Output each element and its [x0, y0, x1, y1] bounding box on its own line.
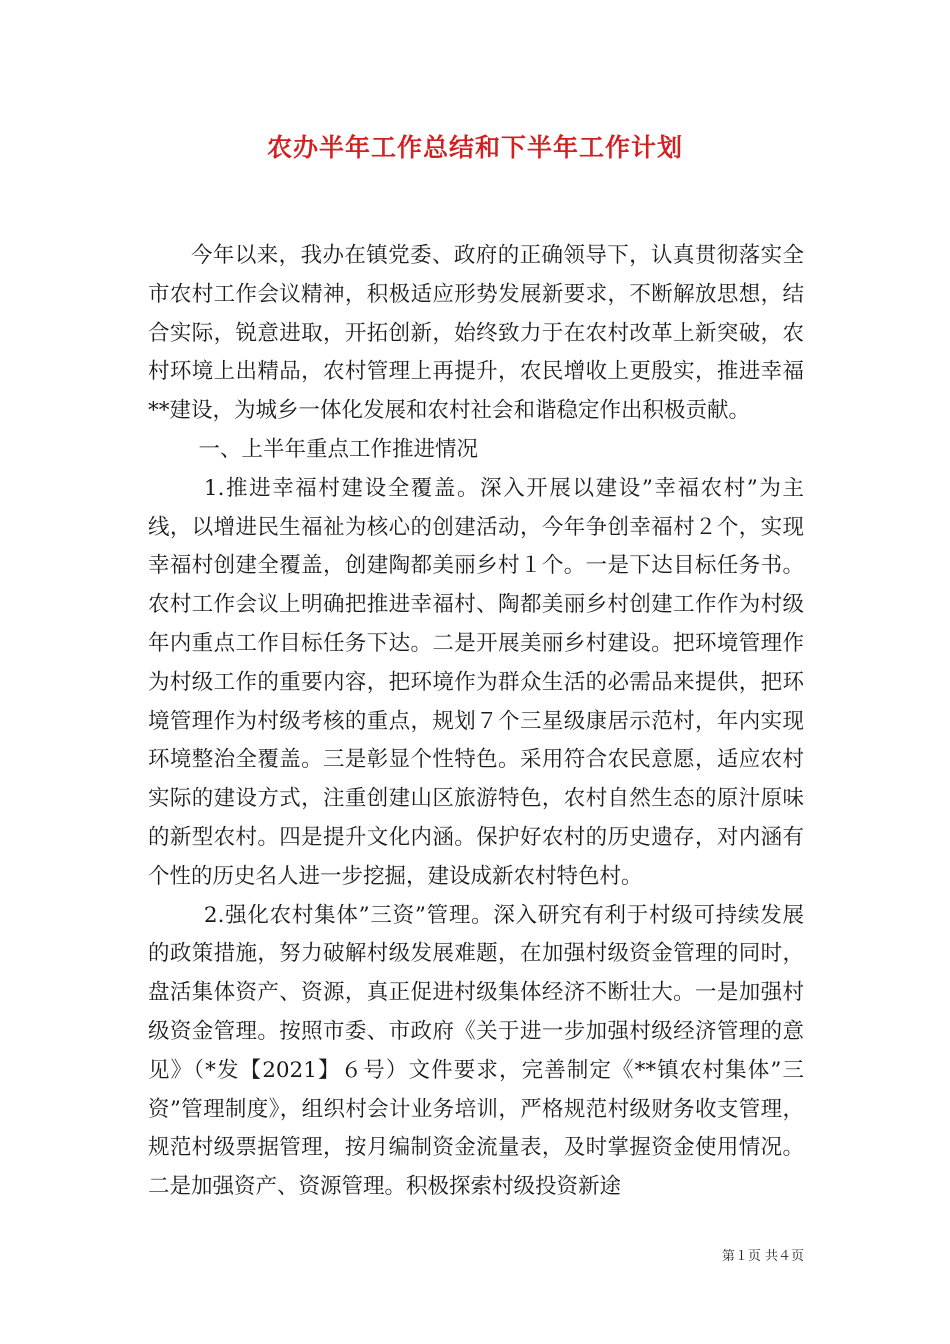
page-number: 第１页 共４页 — [721, 1249, 804, 1264]
document-title: 农办半年工作总结和下半年工作计划 — [266, 133, 683, 162]
document-body — [148, 237, 804, 1207]
intro-paragraph: 今年以来，我办在镇党委、政府的正确领导下，认真贯彻落实全市农村工作会议精神，积极适应形势发展新要求，不断解放思想，结合实际，锐意进取，开拓创新，始终致力于在农村改革上新突破，农村环境上出精品，农村管理上再提升，农民增收上更殷实，推进幸福**建设，为城乡一体化发展和农村社会和谐稳定作出积极贡献。 — [148, 243, 804, 424]
item-paragraph-2: 2.强化农村集体”三资”管理。深入研究有利于村级可持续发展的政策措施，努力破解村级发展难题，在加强村级资金管理的同时，盘活集体资产、资源，真正促进村级集体经济不断壮大。一是加强村级资金管理。按照市委、市政府《关于进一步加强村级经济管理的意见》（*发【2021】６号）文件要求，完善制定《**镇农村集体”三资”管理制度》，组织村会计业务培训，严格规范村级财务收支管理，规范村级票据管理，按月编制资金流量表，及时掌握资金使用情况。二是加强资产、资源管理。积极探索村级投资新途 — [148, 902, 804, 1200]
section-heading: 一、上半年重点工作推进情况 — [198, 436, 479, 462]
item-paragraph-1: 1.推进幸福村建设全覆盖。深入开展以建设”幸福农村”为主线，以增进民生福祉为核心的创建活动，今年争创幸福村２个，实现幸福村创建全覆盖，创建陶都美丽乡村１个。一是下达目标任务书。农村工作会议上明确把推进幸福村、陶都美丽乡村创建工作作为村级年内重点工作目标任务下达。二是开展美丽乡村建设。把环境管理作为村级工作的重要内容，把环境作为群众生活的必需品来提供，把环境管理作为村级考核的重点，规划７个三星级康居示范村，年内实现环境整治全覆盖。三是彰显个性特色。采用符合农民意愿，适应农村实际的建设方式，注重创建山区旅游特色，农村自然生态的原汁原味的新型农村。四是提升文化内涵。保护好农村的历史遗存，对内涵有个性的历史名人进一步挖掘，建设成新农村特色村。 — [148, 475, 804, 889]
